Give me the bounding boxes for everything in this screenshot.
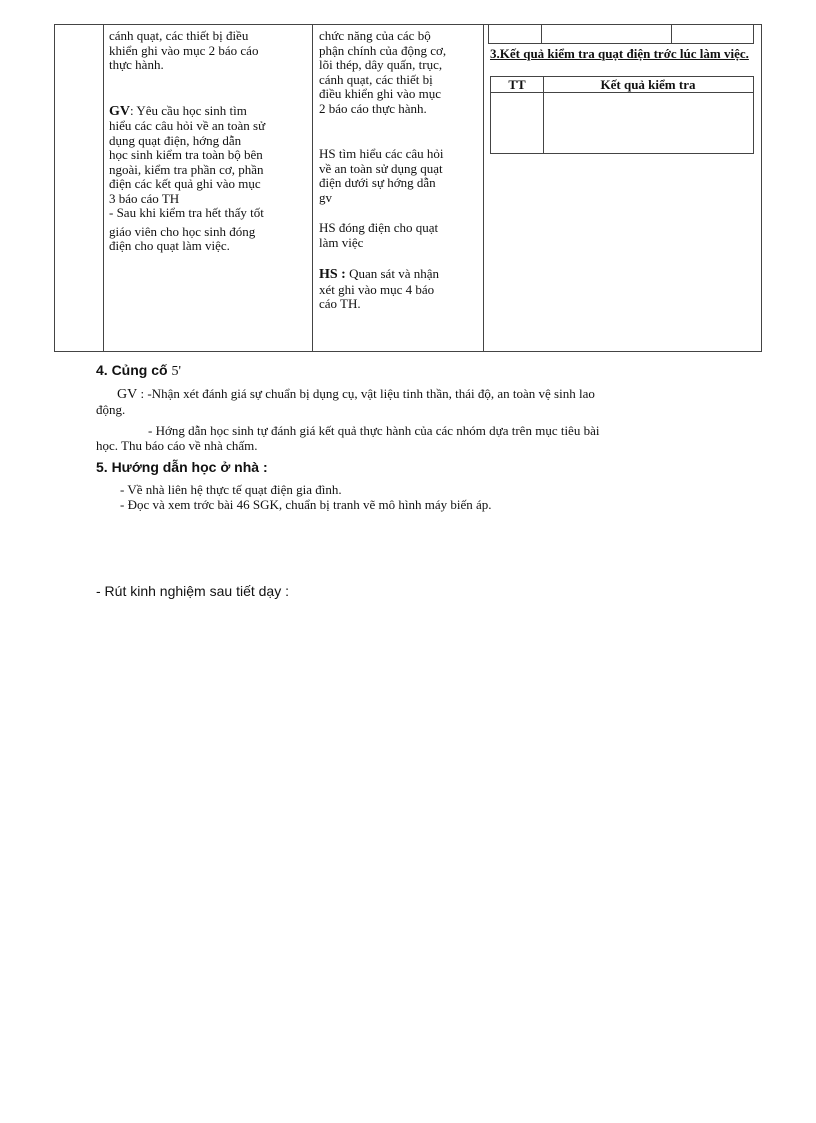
text-line: hiểu các câu hỏi về an toàn sử (109, 118, 266, 133)
text-line: khiển ghi vào mục 2 báo cáo (109, 42, 259, 58)
gv-label: GV (117, 387, 138, 402)
text-line: cánh quạt, các thiết bị (319, 71, 433, 87)
gv-label: GV (109, 103, 130, 119)
text-line: điện dưới sự hớng dẫn (319, 175, 436, 190)
result-section-title: 3.Kết quả kiểm tra quạt điện trớc lúc làm việc. (490, 46, 749, 61)
column-divider (103, 25, 104, 351)
teacher-activity-cell (109, 29, 307, 254)
text-line: cánh quạt, các thiết bị điều (109, 28, 249, 43)
column-divider (312, 25, 313, 351)
text-line: chức năng của các bộ (319, 28, 431, 43)
hs-text: Quan sát và nhận (345, 266, 439, 281)
text-line: cáo TH. (319, 296, 361, 311)
text-line: dụng quạt điện, hớng dẫn (109, 132, 242, 148)
section-heading-5: 5. Hướng dẫn học ở nhà : (96, 459, 268, 475)
section4-line1 (117, 386, 737, 402)
text-line: giáo viên cho học sinh đóng (109, 223, 256, 239)
text-line: về an toàn sử dụng quạt (319, 160, 443, 176)
heading-time: 5' (171, 364, 181, 379)
text-line: gv (319, 189, 332, 205)
text-line: học sinh kiểm tra toàn bộ bên (109, 147, 263, 162)
text-line: - Sau khi kiểm tra hết thấy tốt (109, 205, 264, 220)
text-line: xét ghi vào mục 4 báo (319, 281, 435, 297)
hs-label: HS : (319, 267, 346, 282)
text-line: : -Nhận xét đánh giá sự chuẩn bị dụng cụ, vật liệu tinh thần, thái độ, an toàn vệ sinh lao (137, 386, 595, 401)
text-line: điện cho quạt làm việc. (109, 238, 230, 253)
text-line: HS đóng điện cho quạt (319, 220, 439, 235)
cell-divider (541, 24, 542, 43)
text-line: 2 báo cáo thực hành. (319, 100, 427, 116)
header-result: Kết quả kiểm tra (600, 77, 696, 92)
list-item: - Về nhà liên hệ thực tế quạt điện gia đình. (120, 482, 342, 497)
gv-instruction (109, 104, 307, 120)
student-activity-cell (319, 29, 479, 312)
text-line: động. (96, 402, 126, 417)
text-line: ngoài, kiểm tra phần cơ, phần (109, 161, 264, 177)
text-line: - Hớng dẫn học sinh tự đánh giá kết quả thực hành của các nhóm dựa trên mục tiêu bài (148, 423, 600, 438)
heading-text: 4. Củng cố (96, 362, 168, 378)
teaching-reflection-note: - Rút kinh nghiệm sau tiết dạy : (96, 583, 289, 599)
column-divider (483, 25, 484, 351)
header-tt: TT (508, 77, 526, 92)
text-line: học. Thu báo cáo về nhà chấm. (96, 438, 258, 453)
gv-text: : Yêu cầu học sinh tìm (130, 102, 247, 118)
text-line: thực hành. (109, 57, 164, 72)
text-line: làm việc (319, 234, 364, 250)
text-line: HS tìm hiểu các câu hỏi (319, 146, 444, 161)
list-item: - Đọc và xem trớc bài 46 SGK, chuẩn bị tranh vẽ mô hình máy biến áp. (120, 497, 492, 512)
text-line: 3 báo cáo TH (109, 190, 180, 206)
text-line: phận chính của động cơ, (319, 42, 447, 58)
result-table (490, 76, 754, 154)
text-line: điện các kết quả ghi vào mục (109, 176, 261, 191)
text-line: lõi thép, dây quấn, trục, (319, 57, 443, 72)
hs-observation (319, 267, 479, 283)
section-heading-4 (96, 362, 181, 380)
cell-divider (671, 24, 672, 43)
text-line: điều khiển ghi vào mục (319, 86, 442, 101)
previous-table-tail (488, 24, 754, 44)
